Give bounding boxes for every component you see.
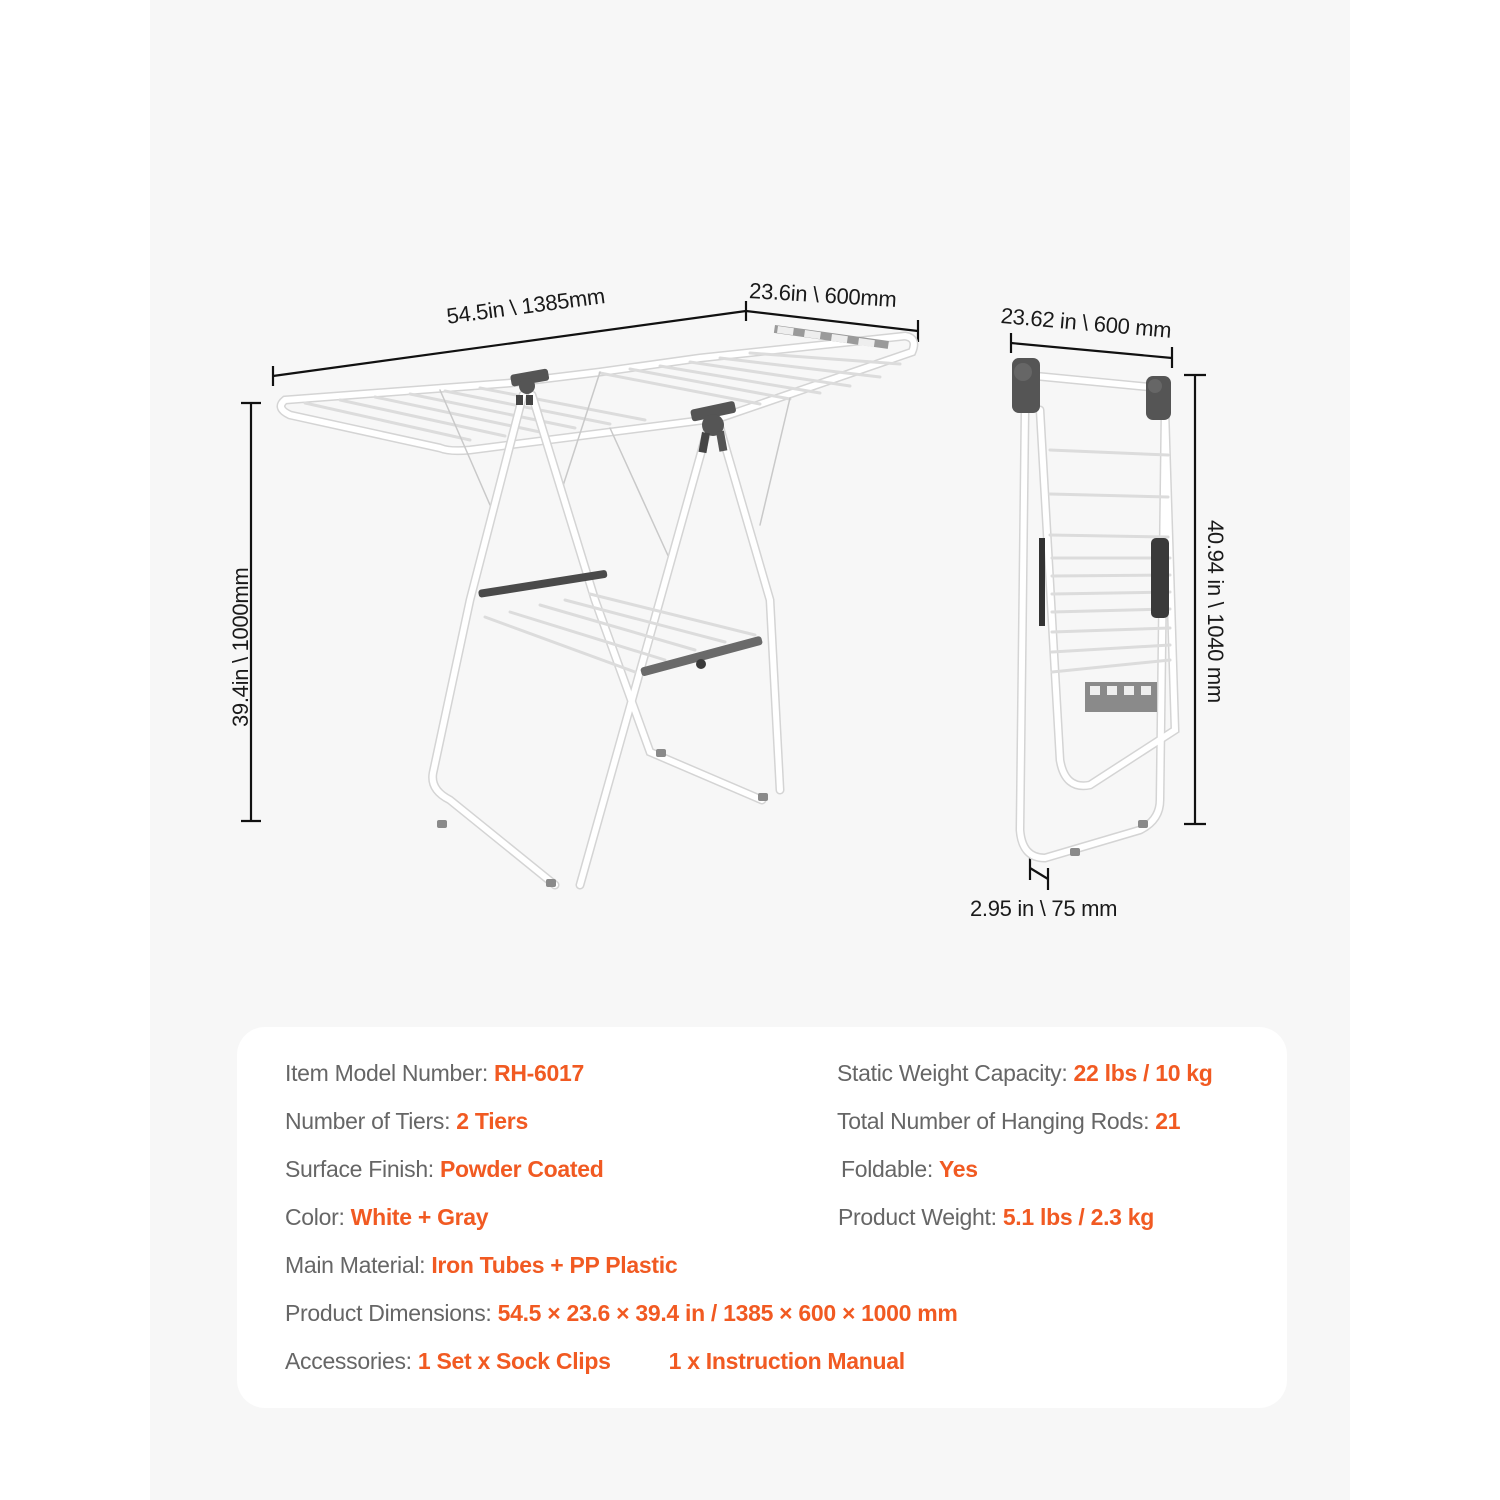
spec-accessories bbox=[285, 1348, 905, 1375]
spec-label: Foldable: bbox=[841, 1156, 940, 1182]
spec-label: Item Model Number: bbox=[285, 1060, 495, 1086]
spec-value: 21 bbox=[1155, 1108, 1181, 1134]
spec-label: Static Weight Capacity: bbox=[837, 1060, 1074, 1086]
spec-value-secondary: 1 x Instruction Manual bbox=[668, 1348, 905, 1374]
open-rack-height-label: 39.4in \ 1000mm bbox=[228, 567, 253, 727]
spec-main-material bbox=[285, 1252, 677, 1279]
spec-label: Number of Tiers: bbox=[285, 1108, 457, 1134]
spec-model-number bbox=[285, 1060, 584, 1087]
folded-sock-clip-strip bbox=[1085, 682, 1157, 712]
spec-label: Surface Finish: bbox=[285, 1156, 440, 1182]
spec-value: White + Gray bbox=[350, 1204, 489, 1230]
folded-rack-drawing bbox=[1012, 358, 1175, 858]
spec-product-weight bbox=[838, 1204, 1154, 1231]
spec-value: 1 Set x Sock Clips bbox=[417, 1348, 611, 1374]
folded-rack-hinges bbox=[1012, 358, 1171, 420]
spec-value: 22 lbs / 10 kg bbox=[1073, 1060, 1213, 1086]
spec-surface-finish bbox=[285, 1156, 604, 1183]
folded-rack-width-label: 23.62 in \ 600 mm bbox=[999, 303, 1173, 343]
spec-label: Product Weight: bbox=[838, 1204, 1003, 1230]
open-rack-width-label: 23.6in \ 600mm bbox=[748, 278, 898, 312]
spec-color bbox=[285, 1204, 488, 1231]
open-rack-length-label: 54.5in \ 1385mm bbox=[445, 283, 607, 329]
spec-label: Main Material: bbox=[285, 1252, 432, 1278]
spec-value: RH-6017 bbox=[494, 1060, 584, 1086]
spec-value: 5.1 lbs / 2.3 kg bbox=[1002, 1204, 1154, 1230]
spec-label: Product Dimensions: bbox=[285, 1300, 498, 1326]
spec-label: Total Number of Hanging Rods: bbox=[837, 1108, 1156, 1134]
spec-number-of-tiers bbox=[285, 1108, 528, 1135]
spec-value: Yes bbox=[939, 1156, 978, 1182]
open-rack-drawing bbox=[281, 325, 914, 887]
spec-label: Accessories: bbox=[285, 1348, 418, 1374]
spec-product-dimensions bbox=[285, 1300, 958, 1327]
spec-value: Powder Coated bbox=[440, 1156, 604, 1182]
folded-rack-depth-label: 2.95 in \ 75 mm bbox=[970, 896, 1118, 921]
spec-static-weight-capacity bbox=[837, 1060, 1213, 1087]
spec-foldable bbox=[841, 1156, 978, 1183]
spec-value: 54.5 × 23.6 × 39.4 in / 1385 × 600 × 1000 mm bbox=[497, 1300, 958, 1326]
spec-value: Iron Tubes + PP Plastic bbox=[431, 1252, 678, 1278]
spec-value: 2 Tiers bbox=[456, 1108, 528, 1134]
folded-rack-height-label: 40.94 in \ 1040 mm bbox=[1203, 520, 1228, 703]
spec-hanging-rods bbox=[837, 1108, 1180, 1135]
spec-label: Color: bbox=[285, 1204, 351, 1230]
